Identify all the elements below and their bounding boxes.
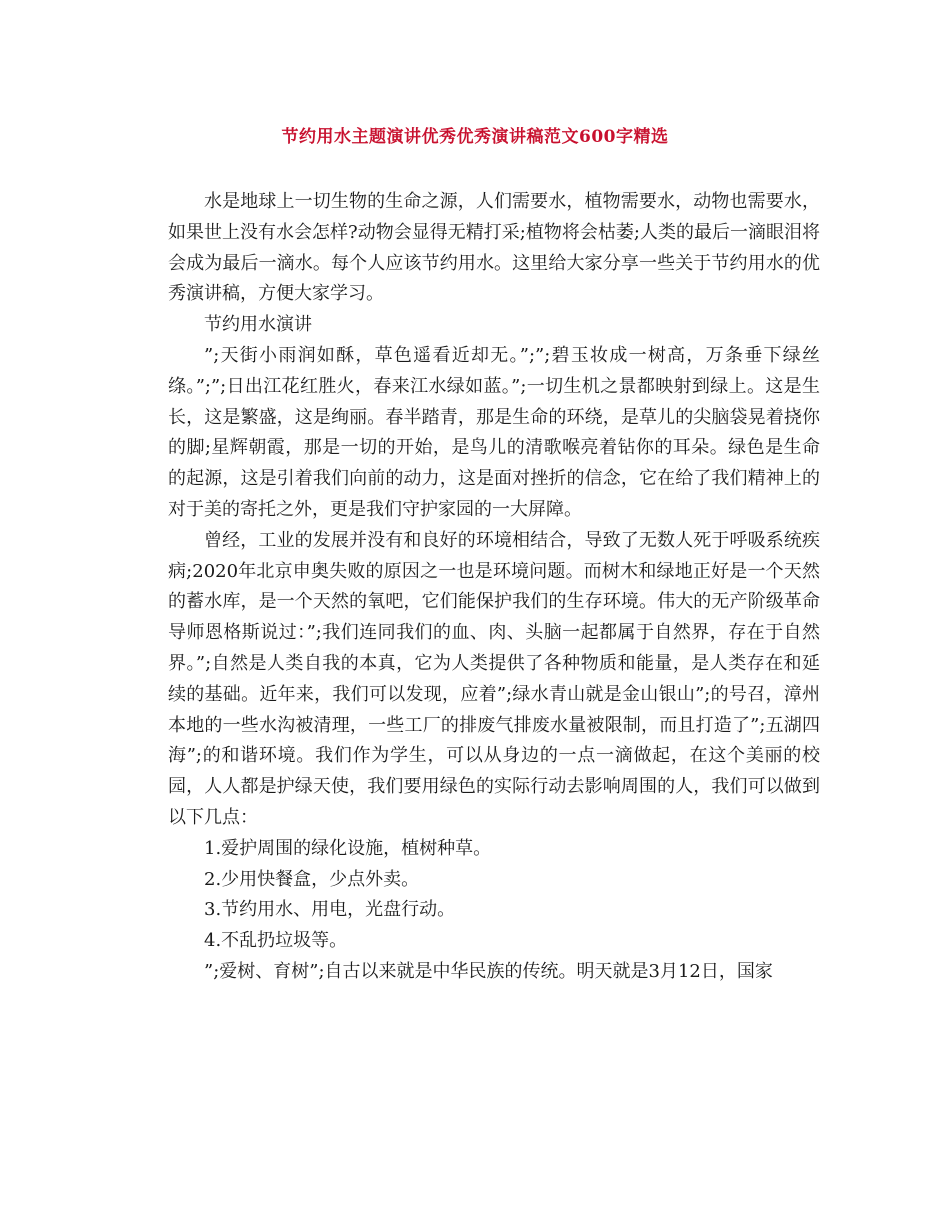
speech-paragraph-1: ”;天街小雨润如酥，草色遥看近却无。”;”;碧玉妆成一树高，万条垂下绿丝绦。”;”;日出江花红胜火，春来江水绿如蓝。”;一切生机之景都映射到绿上。这是生长，这是繁盛，这是绚丽。春半踏青，那是生命的环绕，是草儿的尖脑袋晃着挠你的脚;星辉朝霞，那是一切的开始，是鸟儿的清歌喉亮着钻你的耳朵。绿色是生命的起源，这是引着我们向前的动力，这是面对挫折的信念，它在给了我们精神上的对于美的寄托之外，更是我们守护家园的一大屏障。 <box>168 344 820 520</box>
list-item-4: 4.不乱扔垃圾等。 <box>204 930 348 952</box>
list-item-3: 3.节约用水、用电，光盘行动。 <box>204 899 456 921</box>
speech-paragraph-3: ”;爱树、育树”;自古以来就是中华民族的传统。明天就是3月12日，国家 <box>204 960 773 982</box>
speech-paragraph-2: 曾经，工业的发展并没有和良好的环境相结合，导致了无数人死于呼吸系统疾病;2020年北京申奥失败的原因之一也是环境问题。而树木和绿地正好是一个天然的蓄水库，是一个天然的氧吧，它们能保护我们的生存环境。伟大的无产阶级革命导师恩格斯说过：”;我们连同我们的血、肉、头脑一起都属于自然界，存在于自然界。”;自然是人类自我的本真，它为人类提供了各种物质和能量，是人类存在和延续的基础。近年来，我们可以发现，应着”;绿水青山就是金山银山”;的号召，漳州本地的一些水沟被清理，一些工厂的排废气排废水量被限制，而且打造了”;五湖四海”;的和谐环境。我们作为学生，可以从身边的一点一滴做起，在这个美丽的校园，人人都是护绿天使，我们要用绿色的实际行动去影响周围的人，我们可以做到以下几点： <box>168 529 820 828</box>
document-title: 节约用水主题演讲优秀优秀演讲稿范文600字精选 <box>281 127 669 147</box>
document-body <box>168 187 820 988</box>
section-heading: 节约用水演讲 <box>204 314 312 336</box>
list-item-2: 2.少用快餐盒，少点外卖。 <box>204 868 420 890</box>
intro-paragraph: 水是地球上一切生物的生命之源，人们需要水，植物需要水，动物也需要水，如果世上没有水会怎样?动物会显得无精打采;植物将会枯萎;人类的最后一滴眼泪将会成为最后一滴水。每个人应该节约用水。这里给大家分享一些关于节约用水的优秀演讲稿，方便大家学习。 <box>168 191 820 305</box>
list-item-1: 1.爱护周围的绿化设施，植树种草。 <box>204 837 492 859</box>
